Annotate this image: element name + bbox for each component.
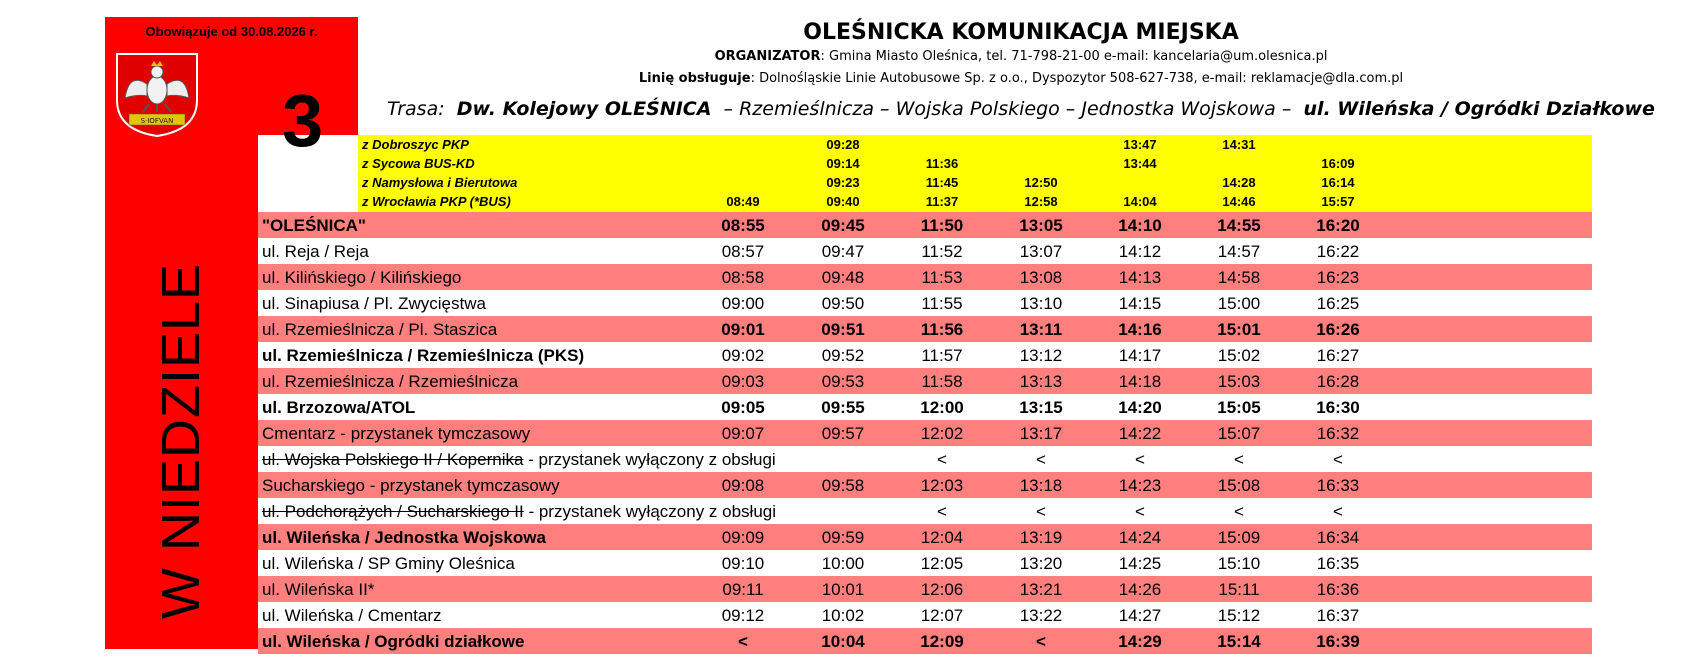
connection-time: 15:57 (1321, 194, 1355, 209)
route-description: Trasa: Dw. Kolejowy OLEŚNICA – Rzemieślnicza – Wojska Polskiego – Jednostka Wojskowa – ul. Wileńska / Ogródki Działkowe (387, 98, 1655, 120)
connection-time: 09:40 (826, 194, 860, 209)
operator-info: Linię obsługuje: Dolnośląskie Linie Autobusowe Sp. z o.o., Dyspozytor 508-627-738, e-mail: reklamacje@dla.com.pl (638, 71, 1404, 86)
connection-time: 09:28 (826, 137, 860, 152)
departure-time: 15:08 (1217, 476, 1261, 495)
departure-time: 11:55 (921, 294, 963, 313)
stop-name: ul. Wileńska / Jednostka Wojskowa (262, 528, 546, 547)
departure-time: < (1135, 450, 1145, 469)
departure-time: 09:02 (721, 346, 765, 365)
departure-time: 13:07 (1019, 242, 1063, 261)
departure-time: 14:13 (1118, 268, 1162, 287)
departure-time: 09:12 (721, 606, 765, 625)
stop-name: ul. Sinapiusa / Pl. Zwycięstwa (262, 294, 486, 313)
connection-time: 09:23 (826, 175, 860, 190)
departure-time: 14:18 (1118, 372, 1162, 391)
timetable-row (258, 342, 1592, 368)
departure-time: 14:25 (1118, 554, 1162, 573)
departure-time: 09:09 (721, 528, 765, 547)
departure-time: 16:26 (1316, 320, 1360, 339)
departure-time: 15:14 (1217, 632, 1261, 651)
departure-time: < (1036, 450, 1046, 469)
departure-time: 11:56 (920, 320, 964, 339)
departure-time: 09:57 (821, 424, 865, 443)
valid-from-label: Obowiązuje od 30.08.2026 r. (145, 24, 318, 39)
departure-time: 16:27 (1316, 346, 1360, 365)
departure-time: 11:52 (921, 242, 963, 261)
departure-time: 14:12 (1118, 242, 1162, 261)
timetable-row (258, 550, 1592, 576)
departure-time: 10:01 (821, 580, 865, 599)
departure-time: 16:37 (1316, 606, 1360, 625)
departure-time: 14:17 (1118, 346, 1162, 365)
connection-row (358, 135, 1592, 154)
departure-time: 09:07 (721, 424, 765, 443)
departure-time: 13:11 (1019, 320, 1063, 339)
departure-time: 09:45 (821, 216, 865, 235)
departure-time: 14:10 (1118, 216, 1162, 235)
departure-time: 16:22 (1316, 242, 1360, 261)
departure-time: 15:02 (1217, 346, 1261, 365)
olesnica-crest-icon (113, 50, 201, 138)
timetable-row (258, 628, 1592, 654)
departure-time: 13:17 (1019, 424, 1063, 443)
connection-time: 13:47 (1123, 137, 1157, 152)
departure-time: 15:09 (1217, 528, 1261, 547)
departure-time: 16:32 (1316, 424, 1360, 443)
departure-time: 09:59 (821, 528, 865, 547)
departure-time: 12:09 (920, 632, 964, 651)
departure-time: 09:05 (721, 398, 765, 417)
departure-time: 13:10 (1019, 294, 1063, 313)
departure-time: 13:12 (1019, 346, 1063, 365)
connection-time: 08:49 (726, 194, 760, 209)
departure-time: 09:11 (722, 580, 764, 599)
stop-name: ul. Rzemieślnicza / Pl. Staszica (262, 320, 498, 339)
stop-name (262, 502, 776, 522)
departure-time: 12:00 (920, 398, 964, 417)
connection-row (358, 192, 1592, 211)
departure-time: 09:00 (721, 294, 765, 313)
departure-time: 15:12 (1217, 606, 1261, 625)
departure-time: 09:47 (821, 242, 865, 261)
connection-time: 11:36 (925, 156, 959, 171)
departure-time: 08:57 (721, 242, 765, 261)
departure-time: 14:16 (1118, 320, 1162, 339)
departure-time: 09:58 (821, 476, 865, 495)
departure-time: 14:27 (1118, 606, 1162, 625)
departure-time: 12:02 (920, 424, 964, 443)
departure-time: 15:00 (1217, 294, 1261, 313)
stop-name (262, 450, 776, 470)
departure-time: < (1234, 502, 1244, 521)
departure-time: 12:07 (920, 606, 964, 625)
stop-name: ul. Brzozowa/ATOL (262, 398, 416, 417)
timetable-row (258, 576, 1592, 602)
departure-time: 09:01 (721, 320, 765, 339)
connection-time: 14:28 (1222, 175, 1256, 190)
departure-time: 15:03 (1217, 372, 1261, 391)
departure-time: 14:22 (1118, 424, 1162, 443)
stop-name: ul. Wileńska II* (262, 580, 375, 599)
departure-time: 09:50 (821, 294, 865, 313)
timetable-row (258, 316, 1592, 342)
stop-name: ul. Wileńska / SP Gminy Oleśnica (262, 554, 515, 573)
timetable-row (258, 498, 1592, 524)
connection-label: z Sycowa BUS-KD (362, 156, 475, 171)
departure-time: 09:10 (721, 554, 765, 573)
connection-time: 14:31 (1222, 137, 1256, 152)
departure-time: < (738, 632, 748, 651)
timetable-row (258, 472, 1592, 498)
departure-time: 14:57 (1217, 242, 1261, 261)
day-type-label: W NIEDZIELE (151, 262, 211, 620)
connection-label: z Dobroszyc PKP (362, 137, 469, 152)
suspended-stop-name: ul. Podchorążych / Sucharskiego II (262, 502, 524, 521)
line-number: 3 (282, 79, 324, 162)
departure-time: 10:04 (821, 632, 865, 651)
departure-time: 09:52 (821, 346, 865, 365)
departure-time: 13:15 (1019, 398, 1063, 417)
stop-name: Sucharskiego - przystanek tymczasowy (262, 476, 560, 495)
departure-time: 16:35 (1316, 554, 1360, 573)
stop-name: Cmentarz - przystanek tymczasowy (262, 424, 531, 443)
departure-time: < (1036, 502, 1046, 521)
departure-time: 14:55 (1217, 216, 1261, 235)
departure-time: 15:10 (1217, 554, 1261, 573)
departure-time: 10:00 (821, 554, 865, 573)
timetable-row (258, 238, 1592, 264)
departure-time: 08:55 (721, 216, 765, 235)
departure-time: 12:04 (920, 528, 964, 547)
connection-time: 11:37 (925, 194, 959, 209)
departure-time: 16:30 (1316, 398, 1360, 417)
departure-time: 15:07 (1217, 424, 1261, 443)
departure-time: 16:23 (1316, 268, 1360, 287)
departure-time: 14:20 (1118, 398, 1162, 417)
departure-time: 13:05 (1019, 216, 1063, 235)
connection-time: 13:44 (1123, 156, 1157, 171)
departure-time: 11:58 (921, 372, 963, 391)
organizer-info: ORGANIZATOR: Gmina Miasto Oleśnica, tel. 71-798-21-00 e-mail: kancelaria@um.olesnica.pl (714, 49, 1328, 64)
connection-time: 12:50 (1024, 175, 1058, 190)
timetable-row (258, 368, 1592, 394)
stop-name: "OLEŚNICA" (262, 216, 366, 235)
departure-time: 14:23 (1118, 476, 1162, 495)
departure-time: 16:20 (1316, 216, 1360, 235)
departure-time: 14:24 (1118, 528, 1162, 547)
connection-label: z Namysłowa i Bierutowa (362, 175, 518, 190)
departure-time: 14:26 (1118, 580, 1162, 599)
departure-time: 09:08 (721, 476, 765, 495)
stop-name: ul. Kilińskiego / Kilińskiego (262, 268, 462, 287)
departure-time: < (937, 502, 947, 521)
timetable-row (258, 394, 1592, 420)
departure-time: 12:06 (920, 580, 964, 599)
departure-time: 12:03 (920, 476, 964, 495)
departure-time: 13:20 (1019, 554, 1063, 573)
stop-name: ul. Reja / Reja (262, 242, 369, 261)
timetable-row (258, 524, 1592, 550)
connection-time: 11:45 (925, 175, 959, 190)
stop-name: ul. Rzemieślnicza / Rzemieślnicza (PKS) (262, 346, 585, 365)
connection-time: 16:09 (1321, 156, 1355, 171)
departure-time: < (1234, 450, 1244, 469)
suspended-stop-name: ul. Wojska Polskiego II / Kopernika (262, 450, 524, 469)
departure-time: 13:13 (1019, 372, 1063, 391)
stop-name: ul. Wileńska / Ogródki działkowe (262, 632, 525, 651)
suspended-note: - przystanek wyłączony z obsługi (523, 450, 776, 469)
departure-time: 11:50 (920, 216, 964, 235)
connection-time: 14:04 (1123, 194, 1157, 209)
departure-time: 09:48 (821, 268, 865, 287)
connection-row (358, 154, 1592, 173)
departure-time: 09:53 (821, 372, 865, 391)
stop-name: ul. Rzemieślnicza / Rzemieślnicza (262, 372, 519, 391)
timetable-row (258, 446, 1592, 472)
page-title: OLEŚNICKA KOMUNIKACJA MIEJSKA (803, 20, 1239, 45)
suspended-note: - przystanek wyłączony z obsługi (523, 502, 777, 521)
departure-time: 15:01 (1217, 320, 1261, 339)
departure-time: 08:58 (721, 268, 765, 287)
timetable-row (258, 212, 1592, 238)
svg-text:S·IOFVAN: S·IOFVAN (140, 117, 174, 125)
timetable-row (258, 420, 1592, 446)
departure-time: 14:15 (1118, 294, 1162, 313)
connection-time: 12:58 (1024, 194, 1058, 209)
departure-time: 14:29 (1118, 632, 1162, 651)
connection-time: 09:14 (826, 156, 860, 171)
departure-time: 16:36 (1316, 580, 1360, 599)
departure-time: 16:33 (1316, 476, 1360, 495)
connection-time: 16:14 (1321, 175, 1355, 190)
departure-time: 09:03 (721, 372, 765, 391)
departure-time: < (1135, 502, 1145, 521)
departure-time: 14:58 (1217, 268, 1261, 287)
connection-label: z Wrocławia PKP (*BUS) (362, 194, 511, 209)
departure-time: 10:02 (821, 606, 865, 625)
departure-time: 13:19 (1019, 528, 1063, 547)
departure-time: 13:08 (1019, 268, 1063, 287)
departure-time: 15:05 (1217, 398, 1261, 417)
stop-name: ul. Wileńska / Cmentarz (262, 606, 442, 625)
departure-time: < (937, 450, 947, 469)
departure-time: 11:57 (921, 346, 963, 365)
departure-time: 13:22 (1019, 606, 1063, 625)
connection-time: 14:46 (1222, 194, 1256, 209)
departure-time: 16:34 (1316, 528, 1360, 547)
departure-time: < (1036, 632, 1046, 651)
departure-time: 11:53 (921, 268, 963, 287)
departure-time: 16:28 (1316, 372, 1360, 391)
departure-time: 13:18 (1019, 476, 1063, 495)
departure-time: < (1333, 450, 1343, 469)
timetable-row (258, 602, 1592, 628)
departure-time: 09:55 (821, 398, 865, 417)
departure-time: < (1333, 502, 1343, 521)
departure-time: 16:39 (1316, 632, 1360, 651)
departure-time: 12:05 (920, 554, 964, 573)
departure-time: 16:25 (1316, 294, 1360, 313)
timetable-row (258, 264, 1592, 290)
connection-row (358, 173, 1592, 192)
departure-time: 13:21 (1019, 580, 1063, 599)
departure-time: 15:11 (1218, 580, 1260, 599)
departure-time: 09:51 (821, 320, 865, 339)
timetable-row (258, 290, 1592, 316)
